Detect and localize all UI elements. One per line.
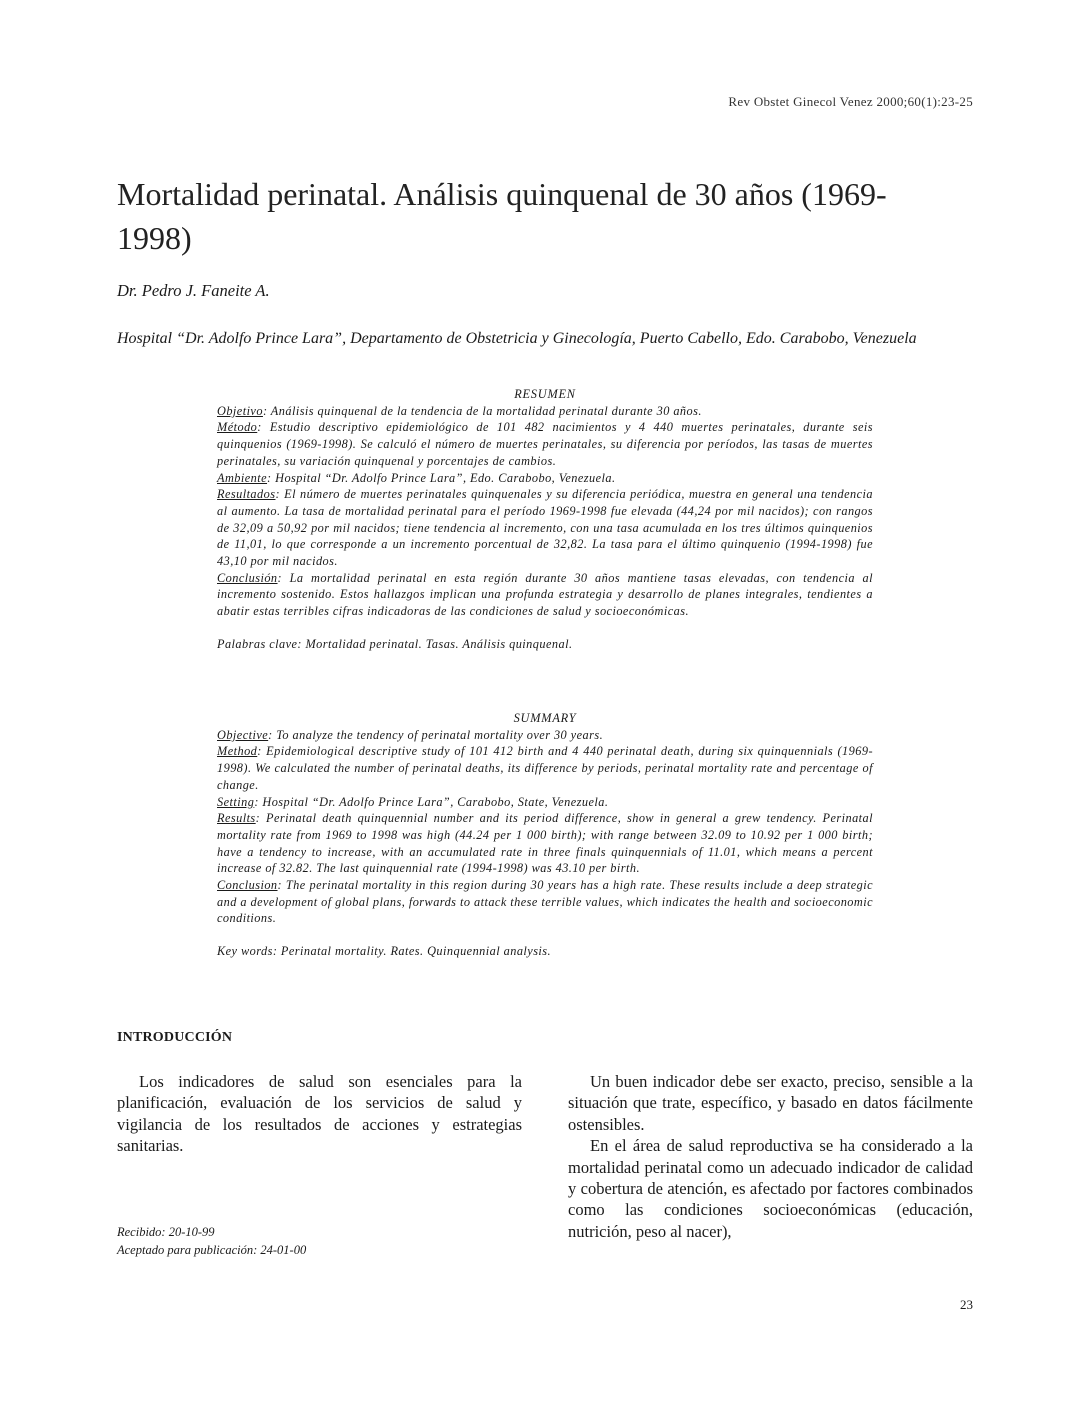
accepted-date: Aceptado para publicación: 24-01-00 (117, 1243, 307, 1257)
abstract-spanish (217, 386, 873, 653)
page-number: 23 (960, 1297, 973, 1312)
section-label: Objetivo (217, 403, 263, 418)
author-affiliation: Hospital “Dr. Adolfo Prince Lara”, Departamento de Obstetricia y Ginecología, Puerto Cabello, Edo. Carabobo, Venezuela (117, 330, 917, 347)
section-text: : La mortalidad perinatal en esta región durante 30 años mantiene tasas elevadas, con tendencia al incremento sostenido. Estos hallazgos implican una profunda estrategia y desarrollo de planes integrales, tendientes a abatir estas terribles cifras indicadoras de las condiciones de salud y socioeconómicas. (217, 570, 873, 619)
summary-results (217, 810, 873, 877)
section-text: : The perinatal mortality in this region during 30 years has a high rate. These results include a deep strategic and a development of global plans, forwards to attack these terrible values, which indicates the health and socioeconomic conditions. (217, 878, 873, 926)
abstract-english (217, 710, 873, 960)
abstract-heading: RESUMEN (514, 387, 576, 401)
section-label: Objective (217, 727, 269, 742)
abstract-conclusion (217, 570, 873, 620)
introduction-heading: INTRODUCCIÓN (117, 1030, 233, 1045)
section-label: Ambiente (217, 470, 268, 485)
section-label: Setting (217, 794, 255, 809)
section-text: : Análisis quinquenal de la tendencia de la mortalidad perinatal durante 30 años. (262, 403, 702, 418)
submission-dates (117, 1223, 306, 1259)
abstract-method (217, 419, 873, 469)
abstract-results (217, 486, 873, 570)
body-column-left (117, 1071, 522, 1157)
journal-reference: Rev Obstet Ginecol Venez 2000;60(1):23-25 (728, 94, 973, 109)
abstract-setting (217, 470, 873, 487)
section-text: : El número de muertes perinatales quinquenales y su diferencia periódica, muestra en general una tendencia al aumento. La tasa de mortalidad perinatal para el período 1969-1998 fue elevada (44,24 por mil nacidos); con rangos de 32,09 a 50,92 por mil nacidos; tiene tendencia al incremento, con una tasa acumulada en los tres últimos quinquenios de 11,01, lo que corresponde a un incremento porcentual de 32,82. La tasa para el último quinquenio (1994-1998) fue 43,10 por mil nacidos. (217, 487, 873, 569)
summary-method (217, 743, 873, 793)
abstract-objective (217, 403, 873, 420)
section-label: Conclusion (217, 878, 278, 893)
section-text: : Hospital “Dr. Adolfo Prince Lara”, Carabobo, State, Venezuela. (254, 794, 609, 809)
summary-keywords: Key words: Perinatal mortality. Rates. Quinquennial analysis. (217, 944, 552, 959)
section-text: : Hospital “Dr. Adolfo Prince Lara”, Edo. Carabobo, Venezuela. (267, 470, 616, 485)
summary-conclusion (217, 877, 873, 927)
section-text: : Perinatal death quinquennial number and its period difference, show in general a grew tendency. Perinatal mortality rate from 1969 to 1998 was high (44.24 per 1 000 birth); with range between 32.09 to 10.92 per 1 000 birth; have a tendency to increase, with an accumulated rate in three finals quinquennials of 11.01, which means a percent increase of 32.82. The last quinquennial rate (1994-1998) was 43.10 per birth. (217, 811, 873, 876)
section-label: Conclusión (217, 570, 278, 585)
section-label: Method (217, 744, 258, 759)
received-date: Recibido: 20-10-99 (117, 1225, 215, 1239)
summary-objective (217, 727, 873, 744)
summary-heading: SUMMARY (513, 711, 577, 725)
summary-setting (217, 794, 873, 811)
section-text: : To analyze the tendency of perinatal mortality over 30 years. (268, 727, 604, 742)
section-label: Resultados (217, 487, 276, 502)
body-column-right (568, 1071, 973, 1242)
abstract-keywords: Palabras clave: Mortalidad perinatal. Tasas. Análisis quinquenal. (217, 636, 573, 651)
section-label: Método (217, 420, 258, 435)
body-paragraph: Un buen indicador debe ser exacto, preciso, sensible a la situación que trate, específico, y basado en datos fácilmente ostensibles. (568, 1072, 973, 1134)
body-paragraph: Los indicadores de salud son esenciales para la planificación, evaluación de los servicios de salud y vigilancia de los resultados de acciones y estrategias sanitarias. (117, 1072, 522, 1156)
article-title: Mortalidad perinatal. Análisis quinquenal de 30 años (1969-1998) (117, 176, 887, 256)
section-text: : Estudio descriptivo epidemiológico de 101 482 nacimientos y 4 440 muertes perinatales, durante seis quinquenios (1969-1998). Se calculó el número de muertes perinatales, su diferencia por períodos, las tasas de muertes perinatales, su variación quinquenal y porcentajes de cambios. (217, 420, 873, 468)
section-label: Results (217, 811, 256, 826)
author-name: Dr. Pedro J. Faneite A. (117, 281, 270, 300)
body-paragraph: En el área de salud reproductiva se ha considerado a la mortalidad perinatal como un adecuado indicador de calidad y cobertura de atención, es afectado por factores combinados como las condiciones socioeconómicas (educación, nutrición, peso al nacer), (568, 1136, 973, 1241)
section-text: : Epidemiological descriptive study of 101 412 birth and 4 440 perinatal death, during six quinquennials (1969-1998). We calculated the number of perinatal deaths, its difference by periods, perinatal mortality rate and percentage of change. (217, 744, 873, 792)
